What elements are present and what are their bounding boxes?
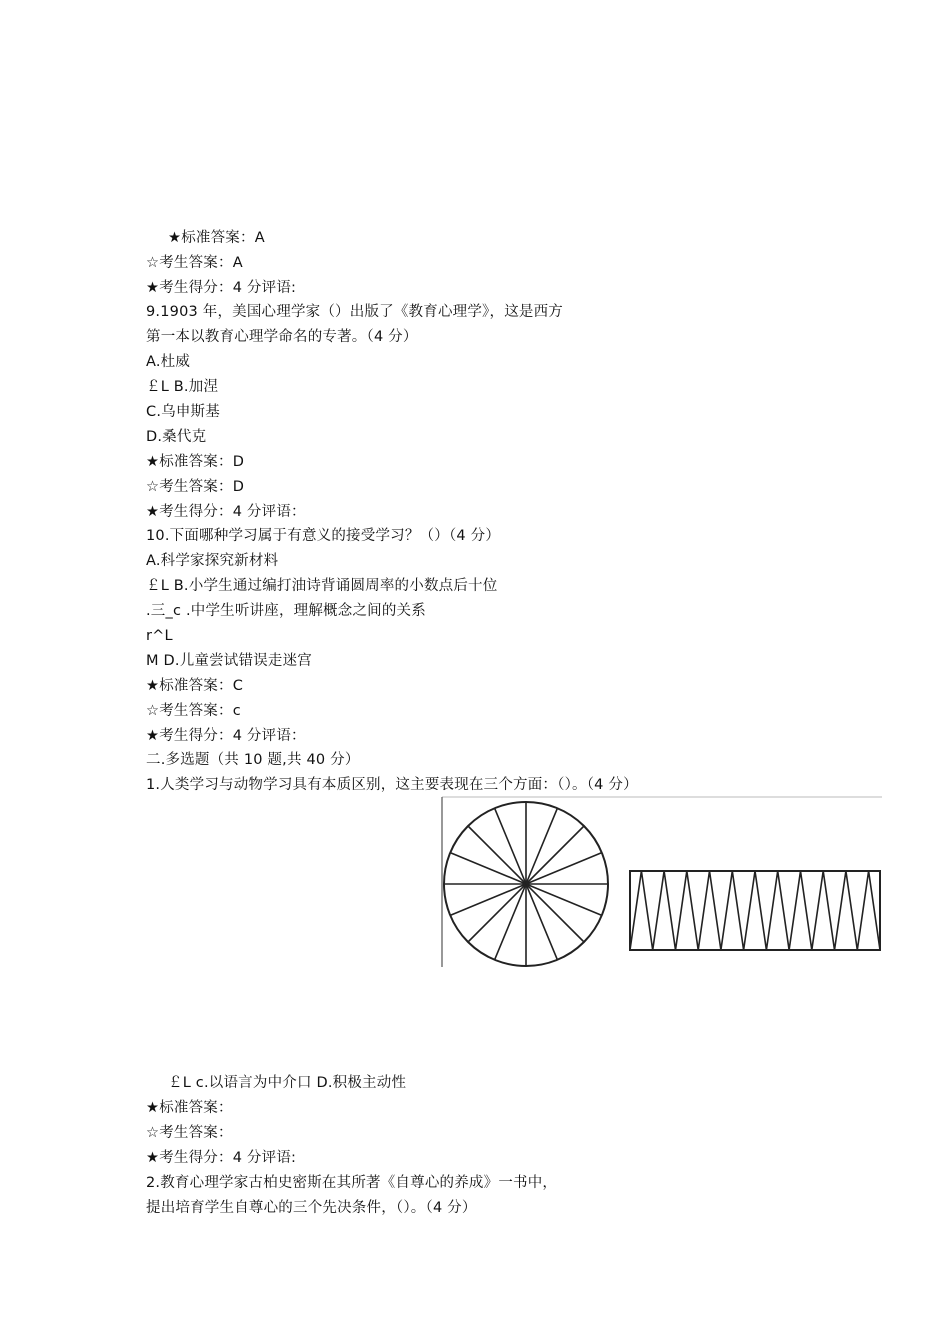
option-c: C.乌申斯基 — [146, 404, 220, 420]
option-a: A.杜威 — [146, 354, 191, 370]
standard-answer-line: ★标准答案：C — [146, 678, 244, 694]
standard-answer-line: ★标准答案： — [146, 1100, 233, 1116]
option-a: A.科学家探究新材料 — [146, 553, 279, 569]
diagram-svg — [441, 796, 882, 968]
score-line: ★考生得分：4 分评语： — [146, 728, 306, 744]
multi-question-2-text: 2.教育心理学家古柏史密斯在其所著《自尊心的养成》一书中， — [146, 1175, 558, 1191]
student-answer-line: ☆考生答案：c — [146, 703, 241, 719]
score-line: ★考生得分：4 分评语： — [146, 504, 306, 520]
student-answer-line: ☆考生答案：D — [146, 479, 245, 495]
zigzag-frame — [630, 871, 880, 950]
spoke-line — [468, 884, 526, 942]
student-answer-line: ☆考生答案： — [146, 1125, 233, 1141]
standard-answer-line: ★标准答案：A — [168, 230, 265, 246]
section-heading: 二.多选题（共 10 题,共 40 分） — [146, 752, 360, 768]
option-b: ￡L B.加涅 — [146, 379, 219, 395]
spoke-line — [468, 826, 526, 884]
spoke-line — [526, 884, 584, 942]
score-line: ★考生得分：4 分评语: — [146, 280, 297, 296]
zigzag-line — [630, 871, 880, 950]
standard-answer-line: ★标准答案：D — [146, 454, 245, 470]
multi-question-2-text-cont: 提出培育学生自尊心的三个先决条件，（）。（4 分） — [146, 1200, 477, 1216]
question-9-text-cont: 第一本以教育心理学命名的专著。（4 分） — [146, 329, 418, 345]
option-d: D.桑代克 — [146, 429, 207, 445]
question-9-text: 9.1903 年，美国心理学家（）出版了《教育心理学》，这是西方 — [146, 304, 563, 320]
student-answer-line: ☆考生答案：A — [146, 255, 243, 271]
option-c: .三_c .中学生听讲座，理解概念之间的关系 — [146, 603, 426, 619]
spoked-circle — [444, 802, 608, 966]
spoke-line — [526, 826, 584, 884]
score-line: ★考生得分：4 分评语: — [146, 1150, 297, 1166]
multi-question-1-text: 1.人类学习与动物学习具有本质区别，这主要表现在三个方面：（）。（4 分） — [146, 777, 638, 793]
zigzag-rectangle — [630, 871, 880, 950]
ocr-fragment: r^L — [146, 628, 173, 644]
diagram-figure — [441, 796, 882, 968]
option-d: M D.儿童尝试错误走迷宫 — [146, 653, 312, 669]
question-10-text: 10.下面哪种学习属于有意义的接受学习？（）（4 分） — [146, 528, 501, 544]
option-b: ￡L B.小学生通过编打油诗背诵圆周率的小数点后十位 — [146, 578, 498, 594]
options-c-d: ￡L c.以语言为中介口 D.积极主动性 — [168, 1075, 407, 1091]
